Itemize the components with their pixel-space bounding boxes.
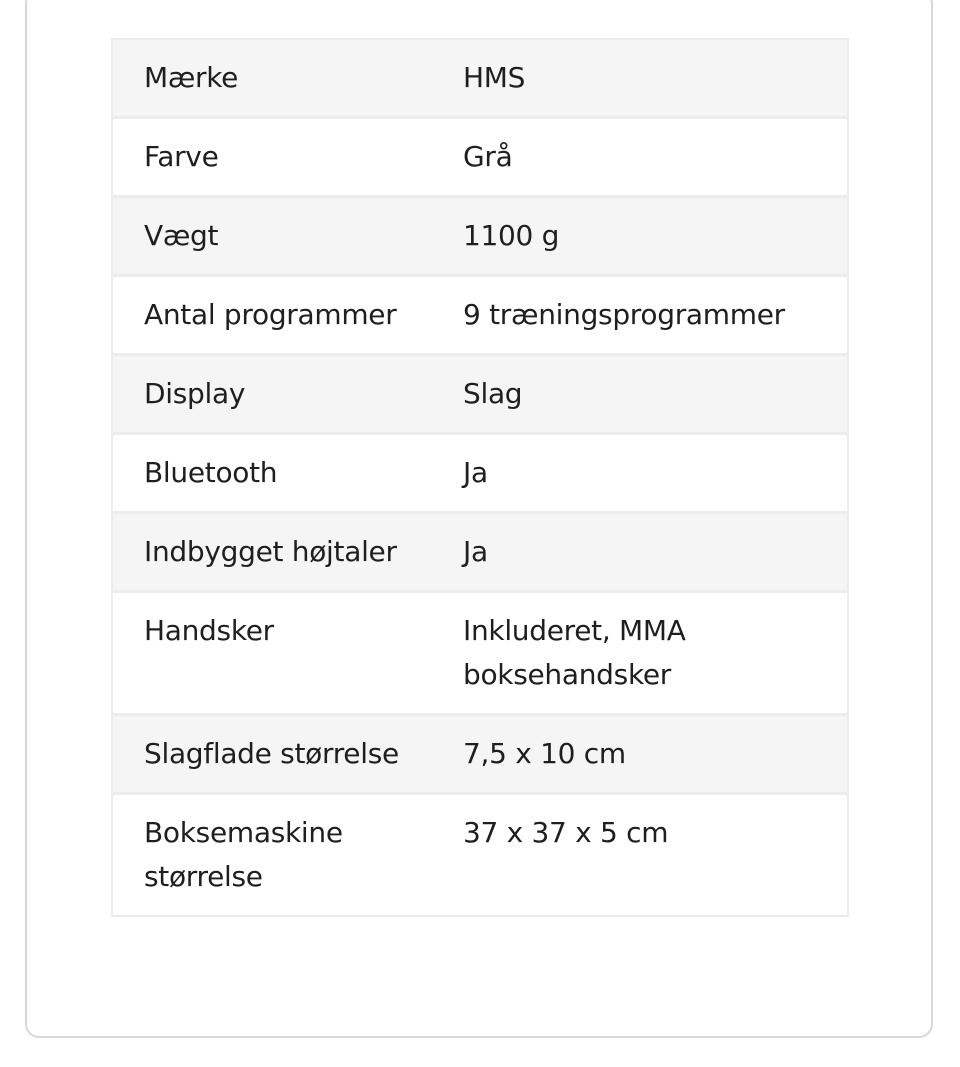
spec-value: 37 x 37 x 5 cm	[432, 794, 848, 917]
spec-value: Grå	[432, 118, 848, 197]
spec-row-brand	[112, 39, 848, 118]
spec-row-display	[112, 355, 848, 434]
spec-label: Indbygget højtaler	[112, 513, 432, 592]
spec-value: HMS	[432, 39, 848, 118]
spec-label: Display	[112, 355, 432, 434]
spec-value: Inkluderet, MMA boksehandsker	[432, 592, 848, 715]
spec-value: 7,5 x 10 cm	[432, 715, 848, 794]
spec-value: Ja	[432, 434, 848, 513]
spec-row-weight	[112, 197, 848, 276]
spec-row-pad-size	[112, 715, 848, 794]
spec-table	[111, 38, 849, 917]
spec-row-programs	[112, 276, 848, 355]
spec-row-speaker	[112, 513, 848, 592]
spec-row-color	[112, 118, 848, 197]
spec-value: 1100 g	[432, 197, 848, 276]
spec-label: Farve	[112, 118, 432, 197]
spec-label: Mærke	[112, 39, 432, 118]
spec-label: Bluetooth	[112, 434, 432, 513]
spec-label: Boksemaskine størrelse	[112, 794, 432, 917]
spec-value: 9 træningsprogrammer	[432, 276, 848, 355]
spec-label: Vægt	[112, 197, 432, 276]
spec-row-machine-size	[112, 794, 848, 917]
spec-label: Handsker	[112, 592, 432, 715]
spec-value: Slag	[432, 355, 848, 434]
spec-label: Slagflade størrelse	[112, 715, 432, 794]
spec-row-bluetooth	[112, 434, 848, 513]
spec-row-gloves	[112, 592, 848, 715]
spec-label: Antal programmer	[112, 276, 432, 355]
spec-value: Ja	[432, 513, 848, 592]
